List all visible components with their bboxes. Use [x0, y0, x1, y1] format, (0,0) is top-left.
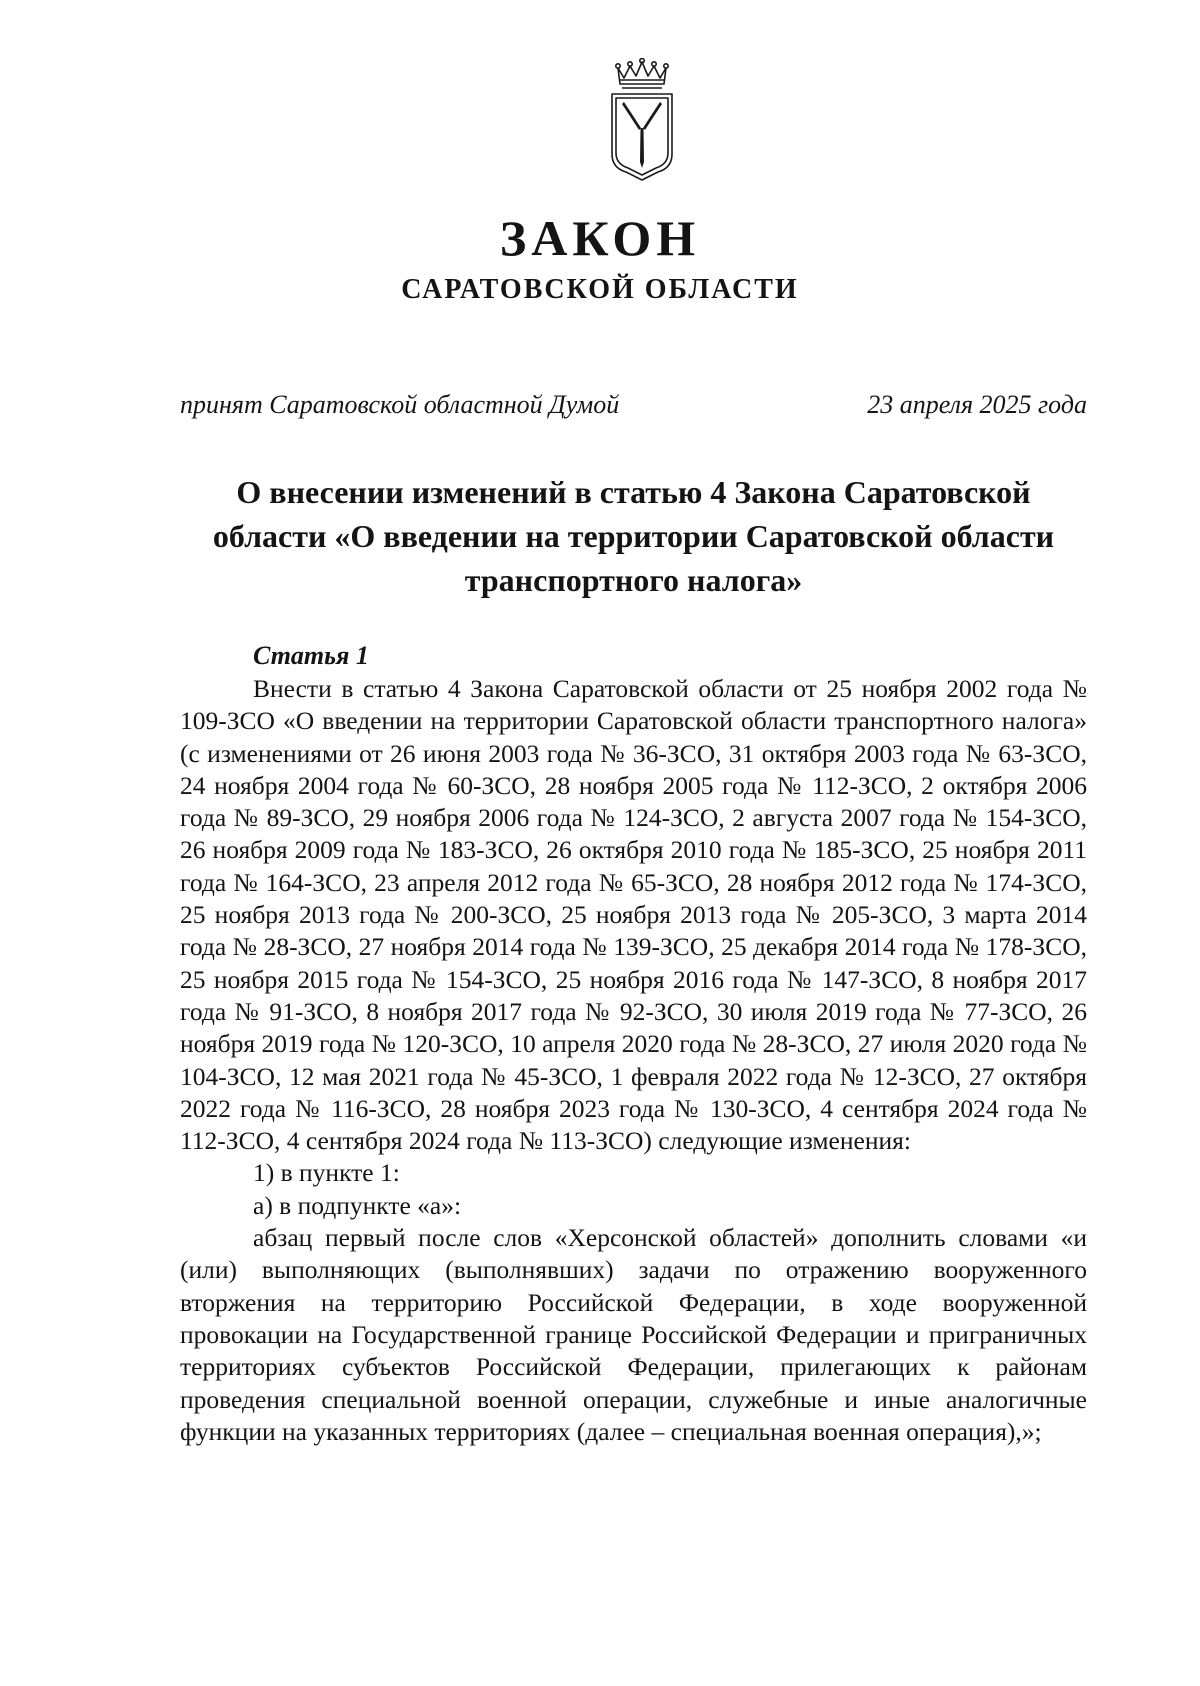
coat-of-arms-icon: [604, 58, 680, 182]
article-heading: Статья 1: [253, 641, 369, 670]
paragraph-subitem-a: а) в подпункте «а»:: [253, 1190, 462, 1220]
document-subtitle: САРАТОВСКОЙ ОБЛАСТИ: [401, 274, 799, 305]
adopted-by-text: принят Саратовской областной Думой: [180, 390, 620, 419]
paragraph-first-abzac: абзац первый после слов «Херсонской областей» дополнить словами «и (или) выполняющих (выполнявших) задачи по отражению вооруженного вторжения на территорию Российской Федерации, в ходе вооруженной провокации на Государственной границе Российской Федерации и приграничных территориях субъектов Российской Федерации, прилегающих к районам проведения специальной военной операции, служебные и иные аналогичные функции на указанных территориях (далее – специальная военная операция),»;: [180, 1223, 1087, 1446]
document-title: ЗАКОН: [499, 210, 701, 266]
paragraph-amendment-intro: Внести в статью 4 Закона Саратовской области от 25 ноября 2002 года № 109-ЗСО «О введении на территории Саратовской области транспортного налога» (с изменениями от 26 июня 2003 года № 36-ЗСО, 31 октября 2003 года № 63-ЗСО, 24 ноября 2004 года № 60-ЗСО, 28 ноября 2005 года № 112-ЗСО, 2 октября 2006 года № 89-ЗСО, 29 ноября 2006 года № 124-ЗСО, 2 августа 2007 года № 154-ЗСО, 26 ноября 2009 года № 183-ЗСО, 26 октября 2010 года № 185-ЗСО, 25 ноября 2011 года № 164-ЗСО, 23 апреля 2012 года № 65-ЗСО, 28 ноября 2012 года № 174-ЗСО, 25 ноября 2013 года № 200-ЗСО, 25 ноября 2013 года № 205-ЗСО, 3 марта 2014 года № 28-ЗСО, 27 ноября 2014 года № 139-ЗСО, 25 декабря 2014 года № 178-ЗСО, 25 ноября 2015 года № 154-ЗСО, 25 ноября 2016 года № 147-ЗСО, 8 ноября 2017 года № 91-ЗСО, 8 ноября 2017 года № 92-ЗСО, 30 июля 2019 года № 77-ЗСО, 26 ноября 2019 года № 120-ЗСО, 10 апреля 2020 года № 28-ЗСО, 27 июля 2020 года № 104-ЗСО, 12 мая 2021 года № 45-ЗСО, 1 февраля 2022 года № 12-ЗСО, 27 октября 2022 года № 116-ЗСО, 28 ноября 2023 года № 130-ЗСО, 4 сентября 2024 года № 112-ЗСО, 4 сентября 2024 года № 113-ЗСО) следующие изменения:: [180, 674, 1087, 1156]
adopted-date-text: 23 апреля 2025 года: [867, 390, 1087, 419]
paragraph-item-1: 1) в пункте 1:: [253, 1158, 400, 1188]
article-body: [180, 673, 1087, 1448]
law-title: О внесении изменений в статью 4 Закона Саратовской области «О введении на территории Саратовской области транспортного налога»: [212, 474, 1055, 598]
